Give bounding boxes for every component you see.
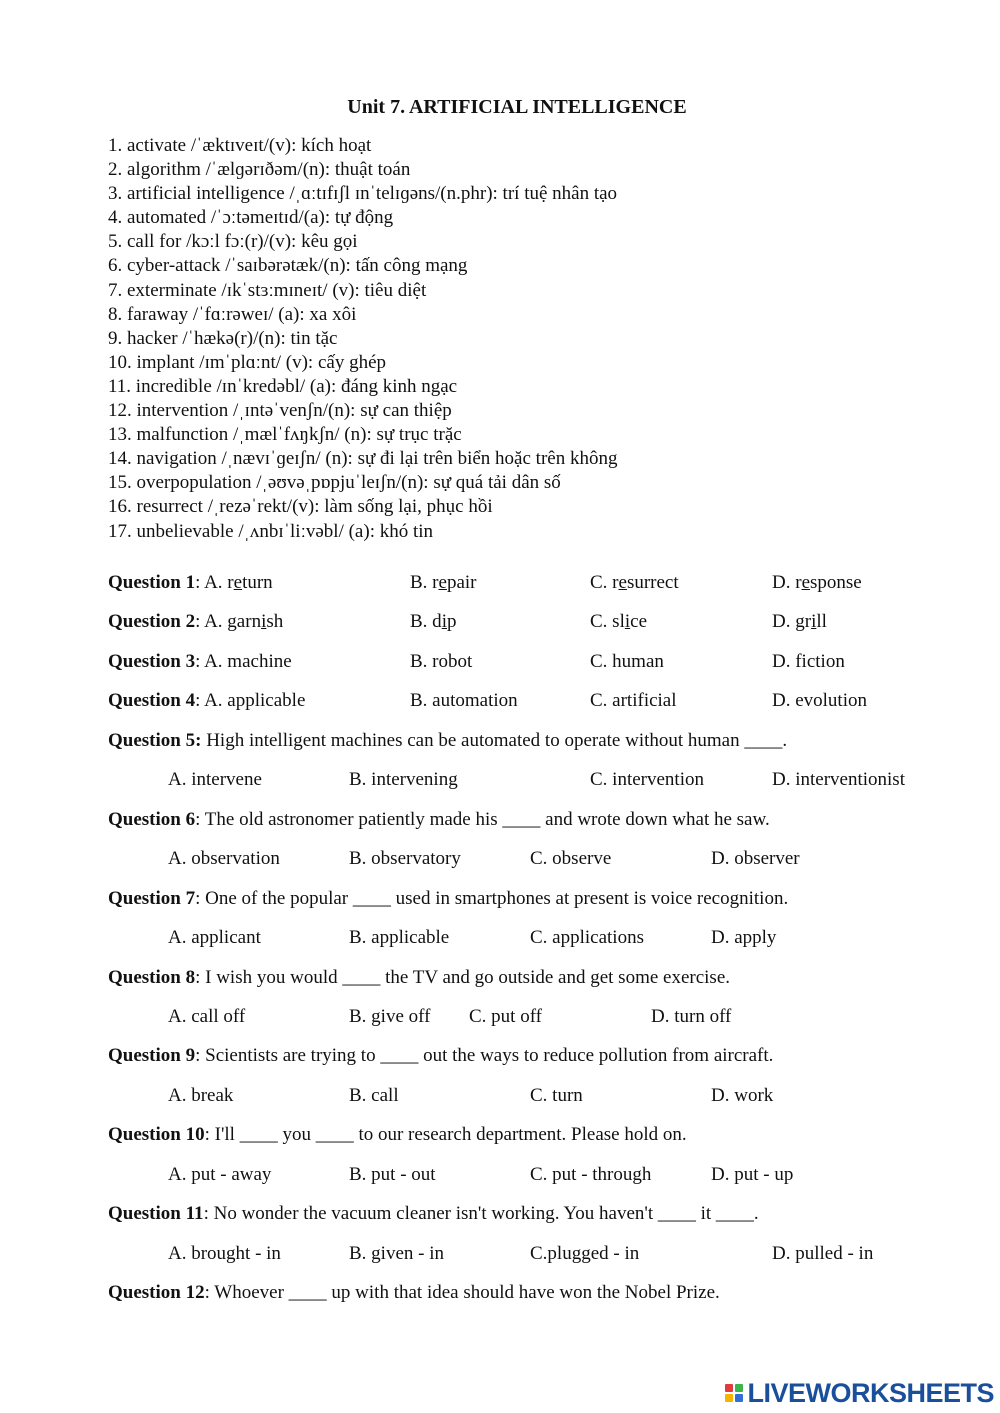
question-text: : No wonder the vacuum cleaner isn't working. You haven't ____ it ____. <box>203 1203 759 1224</box>
page-title: Unit 7. ARTIFICIAL INTELLIGENCE <box>347 96 687 118</box>
question-label: Question 10 <box>108 1124 205 1145</box>
question-label: Question 5: <box>108 730 202 751</box>
question-1 <box>108 570 273 596</box>
question-7-option-c[interactable]: C. applications <box>530 927 644 948</box>
question-8-option-d[interactable]: D. turn off <box>651 1006 732 1027</box>
question-5-option-d[interactable]: D. interventionist <box>772 769 905 790</box>
question-9 <box>108 1043 773 1069</box>
question-label: Question 7 <box>108 888 196 909</box>
question-8-option-c[interactable]: C. put off <box>469 1006 543 1027</box>
question-8-option-b[interactable]: B. give off <box>349 1006 431 1027</box>
question-9-option-c[interactable]: C. turn <box>530 1085 583 1106</box>
question-4-option-a[interactable]: : A. applicable <box>195 690 306 711</box>
vocab-item: 10. implant /ɪmˈplɑːnt/ (v): cấy ghép <box>108 351 386 373</box>
option-a-text: : A. garn <box>195 611 262 632</box>
question-7-option-d[interactable]: D. apply <box>711 927 777 948</box>
underlined-letter: e <box>233 572 243 593</box>
question-3 <box>108 649 292 675</box>
question-6-option-d[interactable]: D. observer <box>711 848 800 869</box>
vocab-item: 3. artificial intelligence /ˌɑːtɪfɪʃl ɪnˈtelɪɡəns/(n.phr): trí tuệ nhân tạo <box>108 183 618 205</box>
vocab-item: 6. cyber-attack /ˈsaɪbərətæk/(n): tấn công mạng <box>108 255 468 277</box>
question-7 <box>108 886 788 912</box>
question-10-option-c[interactable]: C. put - through <box>530 1164 652 1185</box>
vocab-item: 17. unbelievable /ˌʌnbɪˈliːvəbl/ (a): khó tin <box>108 520 434 542</box>
question-9-option-a[interactable]: A. break <box>168 1085 234 1106</box>
question-9-option-d[interactable]: D. work <box>711 1085 774 1106</box>
question-8-option-a[interactable]: A. call off <box>168 1006 246 1027</box>
question-4-option-c[interactable]: C. artificial <box>590 690 677 711</box>
question-text: : I'll ____ you ____ to our research department. Please hold on. <box>204 1124 687 1145</box>
liveworksheets-logo <box>724 1378 994 1408</box>
option-a-text: sh <box>266 611 284 632</box>
vocabulary-list <box>108 134 617 544</box>
underlined-letter: i <box>261 611 267 632</box>
question-2-option-b[interactable]: B. dip <box>410 611 457 632</box>
question-3-option-a[interactable]: : A. machine <box>195 651 292 672</box>
question-5 <box>108 728 787 754</box>
question-2-option-d[interactable]: D. grill <box>772 611 827 632</box>
question-text: : The old astronomer patiently made his ____ and wrote down what he saw. <box>195 809 770 830</box>
option-a-text: : A. r <box>195 572 234 593</box>
question-3-option-b[interactable]: B. robot <box>410 651 473 672</box>
question-2 <box>108 609 283 635</box>
question-7-option-a[interactable]: A. applicant <box>168 927 261 948</box>
question-label: Question 6 <box>108 809 196 830</box>
question-10 <box>108 1122 687 1148</box>
option-a-text: turn <box>242 572 273 593</box>
question-1-option-d[interactable]: D. response <box>772 572 862 593</box>
question-3-option-d[interactable]: D. fiction <box>772 651 845 672</box>
question-label: Question 1 <box>108 572 196 593</box>
question-label: Question 8 <box>108 967 196 988</box>
question-6-option-a[interactable]: A. observation <box>168 848 280 869</box>
vocab-item: 9. hacker /ˈhækə(r)/(n): tin tặc <box>108 327 338 349</box>
vocab-item: 14. navigation /ˌnævɪˈɡeɪʃn/ (n): sự đi lại trên biển hoặc trên không <box>108 448 618 470</box>
vocab-item: 15. overpopulation /ˌəʊvəˌpɒpjuˈleɪʃn/(n): sự quá tải dân số <box>108 472 561 494</box>
question-9-option-b[interactable]: B. call <box>349 1085 399 1106</box>
question-label: Question 9 <box>108 1045 196 1066</box>
question-10-option-a[interactable]: A. put - away <box>168 1164 272 1185</box>
question-10-option-b[interactable]: B. put - out <box>349 1164 436 1185</box>
vocab-item: 16. resurrect /ˌrezəˈrekt/(v): làm sống lại, phục hồi <box>108 496 493 518</box>
question-text: : I wish you would ____ the TV and go outside and get some exercise. <box>195 967 731 988</box>
vocab-item: 13. malfunction /ˌmælˈfʌŋkʃn/ (n): sự trục trặc <box>108 424 462 446</box>
question-text: : Scientists are trying to ____ out the ways to reduce pollution from aircraft. <box>195 1045 774 1066</box>
question-4-option-b[interactable]: B. automation <box>410 690 518 711</box>
question-5-option-a[interactable]: A. intervene <box>168 769 262 790</box>
question-5-option-c[interactable]: C. intervention <box>590 769 704 790</box>
question-1-option-c[interactable]: C. resurrect <box>590 572 679 593</box>
vocab-item: 7. exterminate /ɪkˈstɜːmɪneɪt/ (v): tiêu diệt <box>108 279 427 301</box>
question-11-option-c[interactable]: C.plugged - in <box>530 1243 640 1264</box>
question-label: Question 2 <box>108 611 196 632</box>
question-label: Question 3 <box>108 651 196 672</box>
question-4-option-d[interactable]: D. evolution <box>772 690 867 711</box>
vocab-item: 2. algorithm /ˈælɡərɪðəm/(n): thuật toán <box>108 159 411 181</box>
question-11-option-b[interactable]: B. given - in <box>349 1243 444 1264</box>
question-12 <box>108 1280 720 1306</box>
question-6-option-c[interactable]: C. observe <box>530 848 612 869</box>
question-11-option-d[interactable]: D. pulled - in <box>772 1243 874 1264</box>
vocab-item: 5. call for /kɔːl fɔː(r)/(v): kêu gọi <box>108 231 358 253</box>
question-text: : Whoever ____ up with that idea should have won the Nobel Prize. <box>204 1282 720 1303</box>
question-2-option-c[interactable]: C. slice <box>590 611 648 632</box>
question-5-option-b[interactable]: B. intervening <box>349 769 458 790</box>
vocab-item: 11. incredible /ɪnˈkredəbl/ (a): đáng kinh ngạc <box>108 375 458 397</box>
question-text: High intelligent machines can be automated to operate without human ____. <box>201 730 788 751</box>
question-label: Question 4 <box>108 690 196 711</box>
question-11-option-a[interactable]: A. brought - in <box>168 1243 281 1264</box>
question-label: Question 12 <box>108 1282 205 1303</box>
question-3-option-c[interactable]: C. human <box>590 651 664 672</box>
vocab-item: 1. activate /ˈæktɪveɪt/(v): kích hoạt <box>108 135 372 156</box>
logo-text: LIVEWORKSHEETS <box>747 1377 994 1408</box>
vocab-item: 8. faraway /ˈfɑːrəweɪ/ (a): xa xôi <box>108 303 357 325</box>
question-11 <box>108 1201 759 1227</box>
question-7-option-b[interactable]: B. applicable <box>349 927 450 948</box>
question-10-option-d[interactable]: D. put - up <box>711 1164 794 1185</box>
question-4 <box>108 688 305 714</box>
vocab-item: 4. automated /ˈɔːtəmeɪtɪd/(a): tự động <box>108 207 394 229</box>
vocab-item: 12. intervention /ˌɪntəˈvenʃn/(n): sự can thiệp <box>108 400 452 422</box>
question-6-option-b[interactable]: B. observatory <box>349 848 461 869</box>
question-1-option-b[interactable]: B. repair <box>410 572 477 593</box>
logo-tiles-icon <box>724 1383 744 1403</box>
question-label: Question 11 <box>108 1203 204 1224</box>
question-6 <box>108 807 770 833</box>
question-text: : One of the popular ____ used in smartphones at present is voice recognition. <box>195 888 789 909</box>
question-8 <box>108 965 730 991</box>
